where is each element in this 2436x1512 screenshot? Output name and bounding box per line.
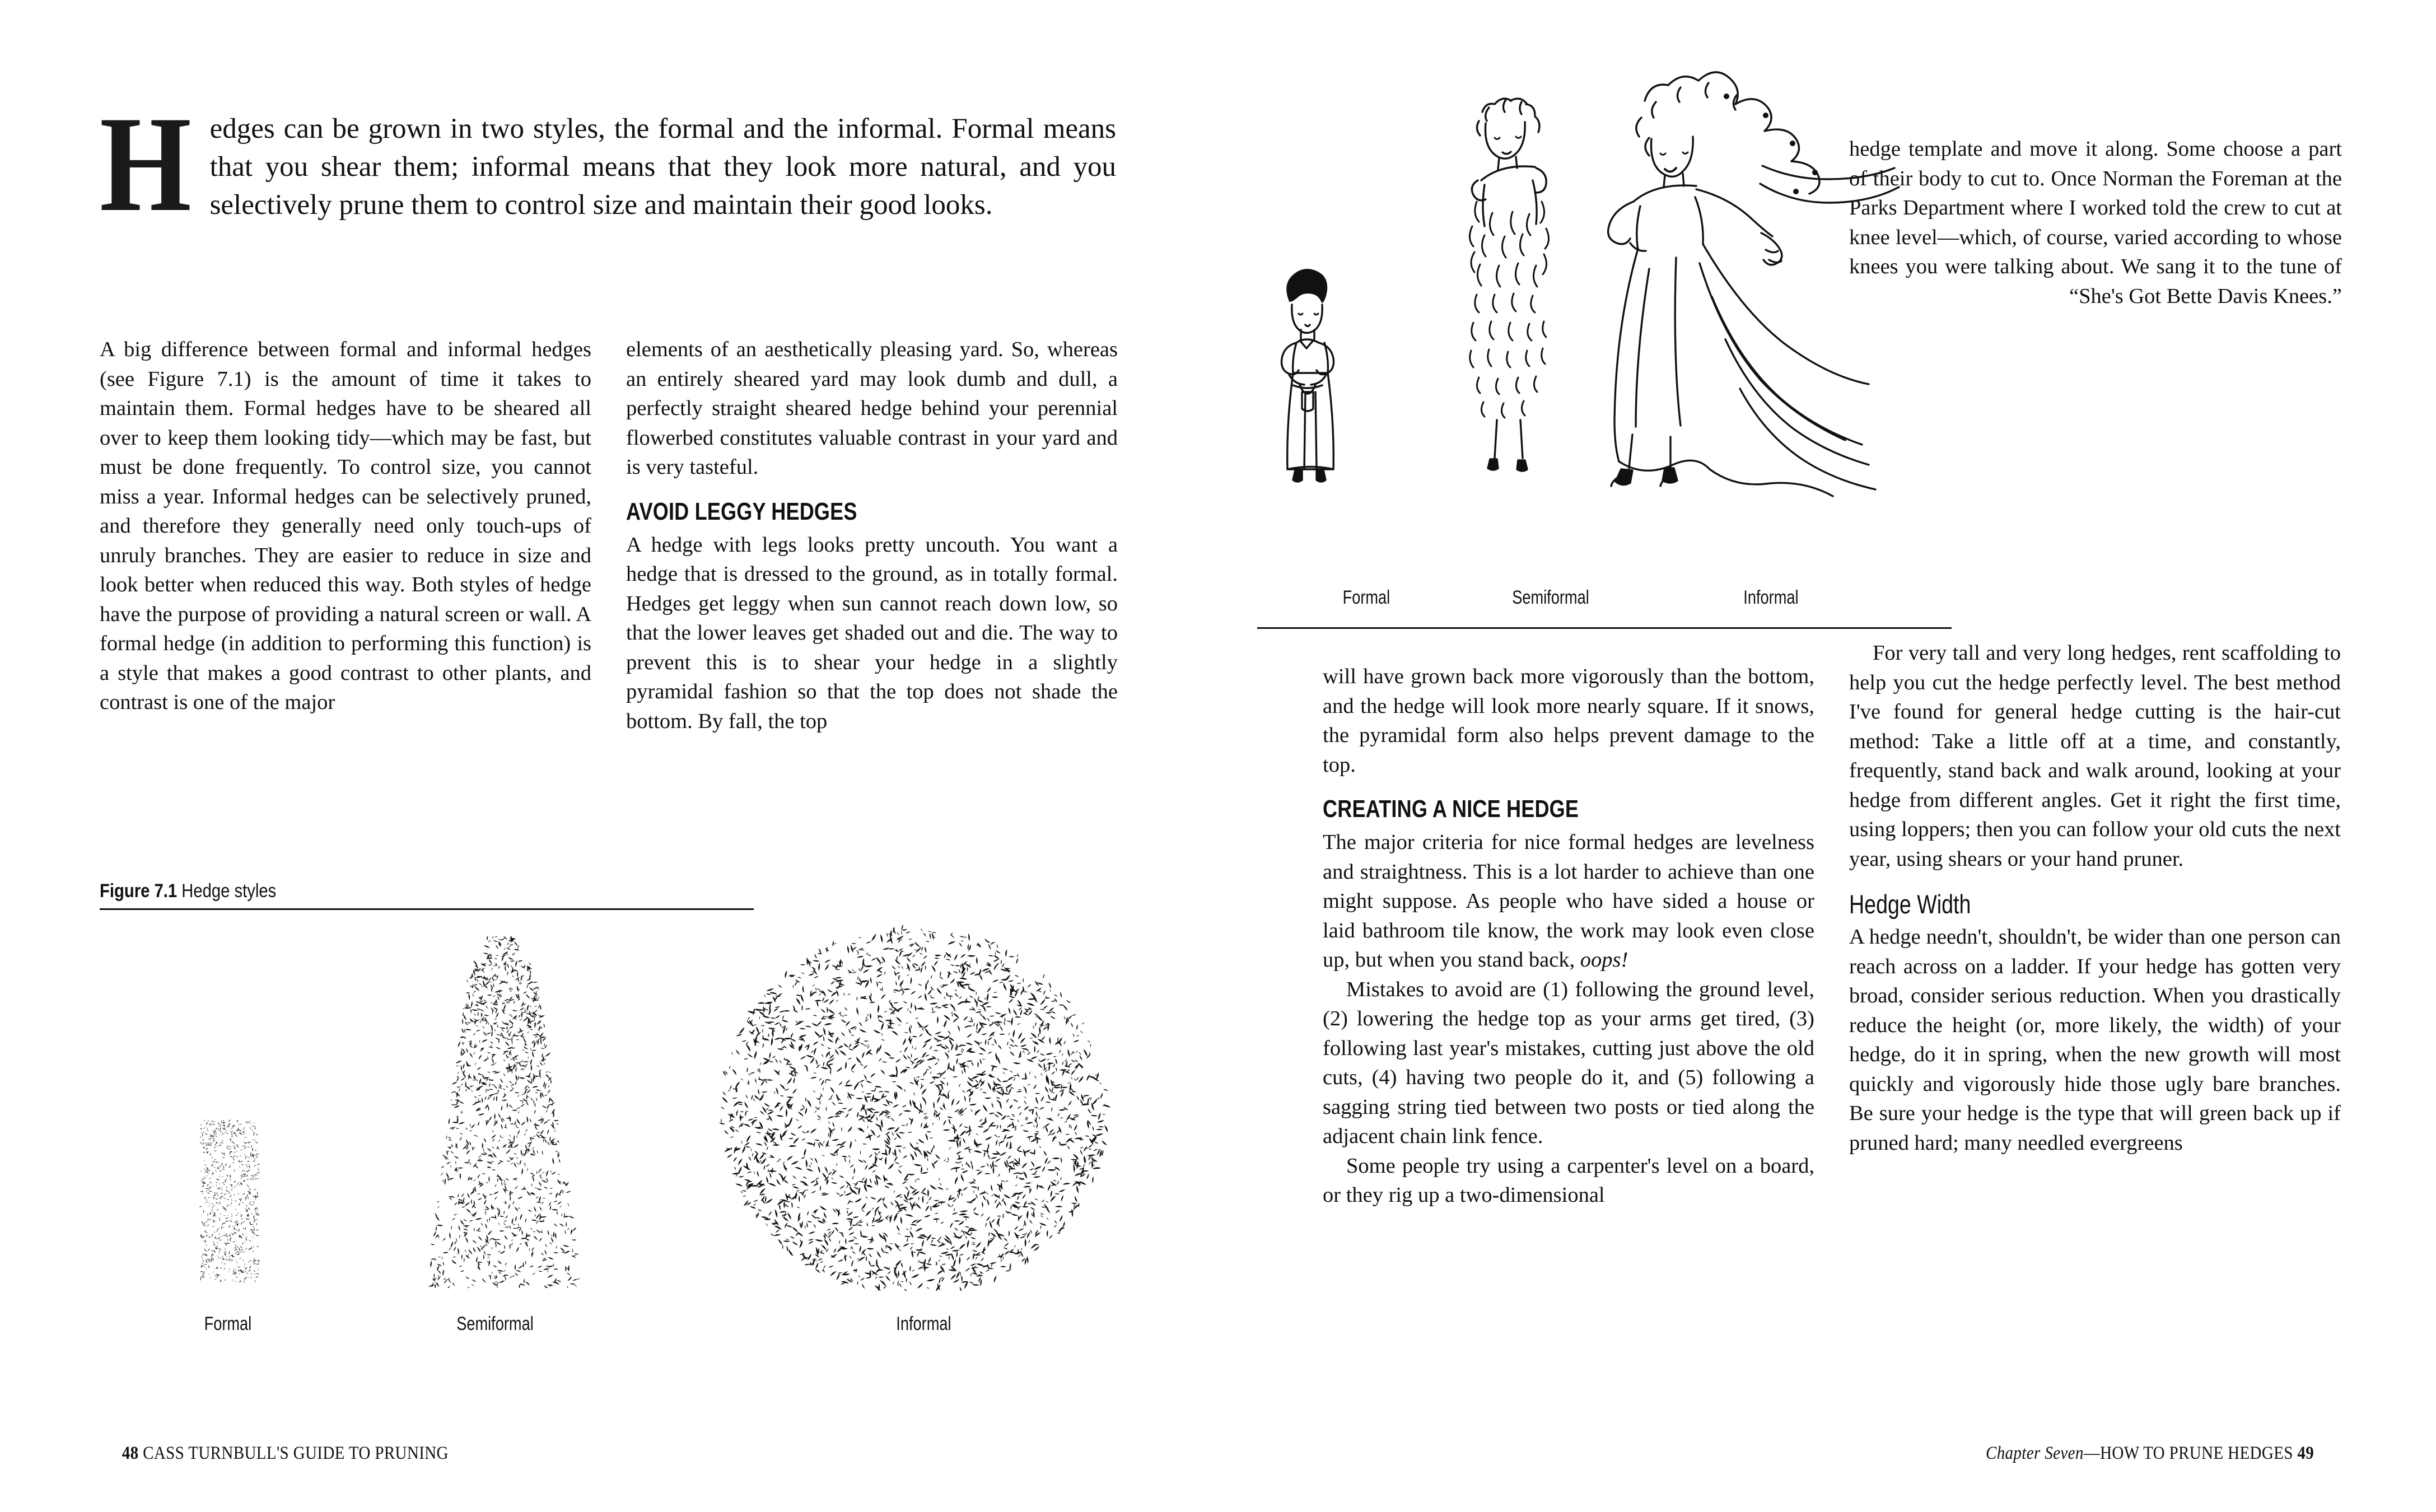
figure-rule-right [1257,627,1952,629]
section-heading-creating-a-nice-hedge: CREATING A NICE HEDGE [1323,795,1579,823]
right-page-wrap-column [1849,134,2342,311]
figure-label-row-right [1257,587,1985,620]
left-page-column-b [626,335,1118,736]
figure-label-formal: Formal [204,1313,252,1334]
footer-left [122,1443,449,1464]
drop-cap-letter: H [100,88,192,240]
section-heading-avoid-leggy-hedges: AVOID LEGGY HEDGES [626,497,857,525]
paragraph: hedge template and move it along. Some choose a part of their body to cut to. Once Norman the Foreman at the Parks Department where I worked told the crew to cut at knee level—which, of course, varied according to whose knees you were talking about. We sang it to the tune of “She's Got Bette Davis Knees.” [1849,137,2342,308]
page-number: 48 [122,1443,139,1463]
emphasis-oops: oops! [1580,948,1628,972]
figure-label-semiformal: Semiformal [456,1313,534,1334]
page-number: 49 [2297,1443,2314,1463]
figure-label-semiformal: Semiformal [1512,587,1589,608]
hedge-illustration-semiformal [414,936,599,1288]
paragraph [1323,828,1814,975]
paragraph: Some people try using a carpenter's level on a board, or they rig up a two-dimensional [1323,1154,1814,1207]
paragraph: Mistakes to avoid are (1) following the ground level, (2) lowering the hedge top as your arms get tired, (3) following last year's mistakes, cutting just above the old cuts, (4) having two people do it, and (5) following a sagging string tied between two posts or tied along the adjacent chain link fence. [1323,977,1814,1149]
footer-book-title: CASS TURNBULL'S GUIDE TO PRUNING [143,1443,449,1463]
hedge-illustration-formal [196,1117,263,1285]
footer-right [1986,1443,2314,1464]
lead-paragraph-block [100,88,1116,240]
figure-number: Figure 7.1 [100,880,178,902]
paragraph-text: The major criteria for nice formal hedges are levelness and straightness. This is a lot harder to achieve than one might suppose. As people who have sided a house or laid bathroom tile know, the work may look even close up, but when you stand back, [1323,830,1814,972]
figure-rule [100,908,754,910]
footer-chapter-title: —HOW TO PRUNE HEDGES [2083,1443,2293,1463]
page-right-49 [1218,0,2436,1512]
figure-label-formal: Formal [1342,587,1390,608]
right-page-column-b-continued [1849,638,2341,1158]
figure-caption [100,880,716,902]
lead-paragraph [100,88,1116,240]
figure-label-informal: Informal [896,1313,951,1334]
lead-paragraph-text: edges can be grown in two styles, the formal and the informal. Formal means that you shear them; informal means that they look more natural, and you selectively prune them to control size and maintain their good looks. [209,113,1116,221]
paragraph: A hedge needn't, shouldn't, be wider than one person can reach across on a ladder. If your hedge has gotten very broad, consider serious reduction. When you drastically reduce the height (or, more likely, the width) of your hedge, do it in spring, when the new growth will most quickly and vigorously hide those ugly bare branches. Be sure your hedge is the type that will green back up if pruned hard; many needled evergreens [1849,925,2341,1155]
figure-formal-woman [1282,269,1334,482]
right-page-column-a [1323,662,1814,1210]
figure-title: Hedge styles [181,880,277,902]
left-page-column-a [100,335,591,717]
figure-semiformal-woman [1469,99,1548,471]
paragraph: will have grown back more vigorously than the bottom, and the hedge will look more nearly square. If it snows, the pyramidal form also helps prevent damage to the top. [1323,665,1814,777]
paragraph: A hedge with legs looks pretty uncouth. You want a hedge that is dressed to the ground, as in totally formal. Hedges get leggy when sun cannot reach down low, so that the lower leaves get shaded out and die. The way to prevent this is to shear your hedge in a slightly pyramidal fashion so that the top does not shade the bottom. By fall, the top [626,533,1118,733]
hedge-illustration-informal [706,871,1114,1291]
paragraph: A big difference between formal and informal hedges (see Figure 7.1) is the amount of time it takes to maintain them. Formal hedges have to be sheared all over to keep them looking tidy—which may be fast, but must be done frequently. To control size, you cannot miss a year. Informal hedges can be selectively pruned, and therefore they generally need only touch-ups of unruly branches. They are easier to reduce in size and look better when reduced this way. Both styles of hedge have the purpose of providing a natural screen or wall. A formal hedge (in addition to performing this function) is a style that makes a good contrast to other plants, and contrast is one of the major [100,338,591,714]
paragraph: elements of an aesthetically pleasing yard. So, whereas an entirely sheared yard may look dumb and dull, a perfectly straight sheared hedge behind your perennial flowerbed constitutes valuable contrast in your yard and is very tasteful. [626,338,1118,479]
footer-chapter-label: Chapter Seven [1985,1443,2084,1463]
section-heading-hedge-width: Hedge Width [1849,889,1971,919]
figure-label-informal: Informal [1743,587,1799,608]
paragraph: For very tall and very long hedges, rent scaffolding to help you cut the hedge perfectly level. The best method I've found for general hedge cutting is the hair-cut method: Take a little off at a time, and constantly, frequently, stand back and walk around, looking at your hedge from different angles. Get it right the first time, using loppers; then you can follow your old cuts the next year, using shears or your hand pruner. [1849,641,2341,871]
